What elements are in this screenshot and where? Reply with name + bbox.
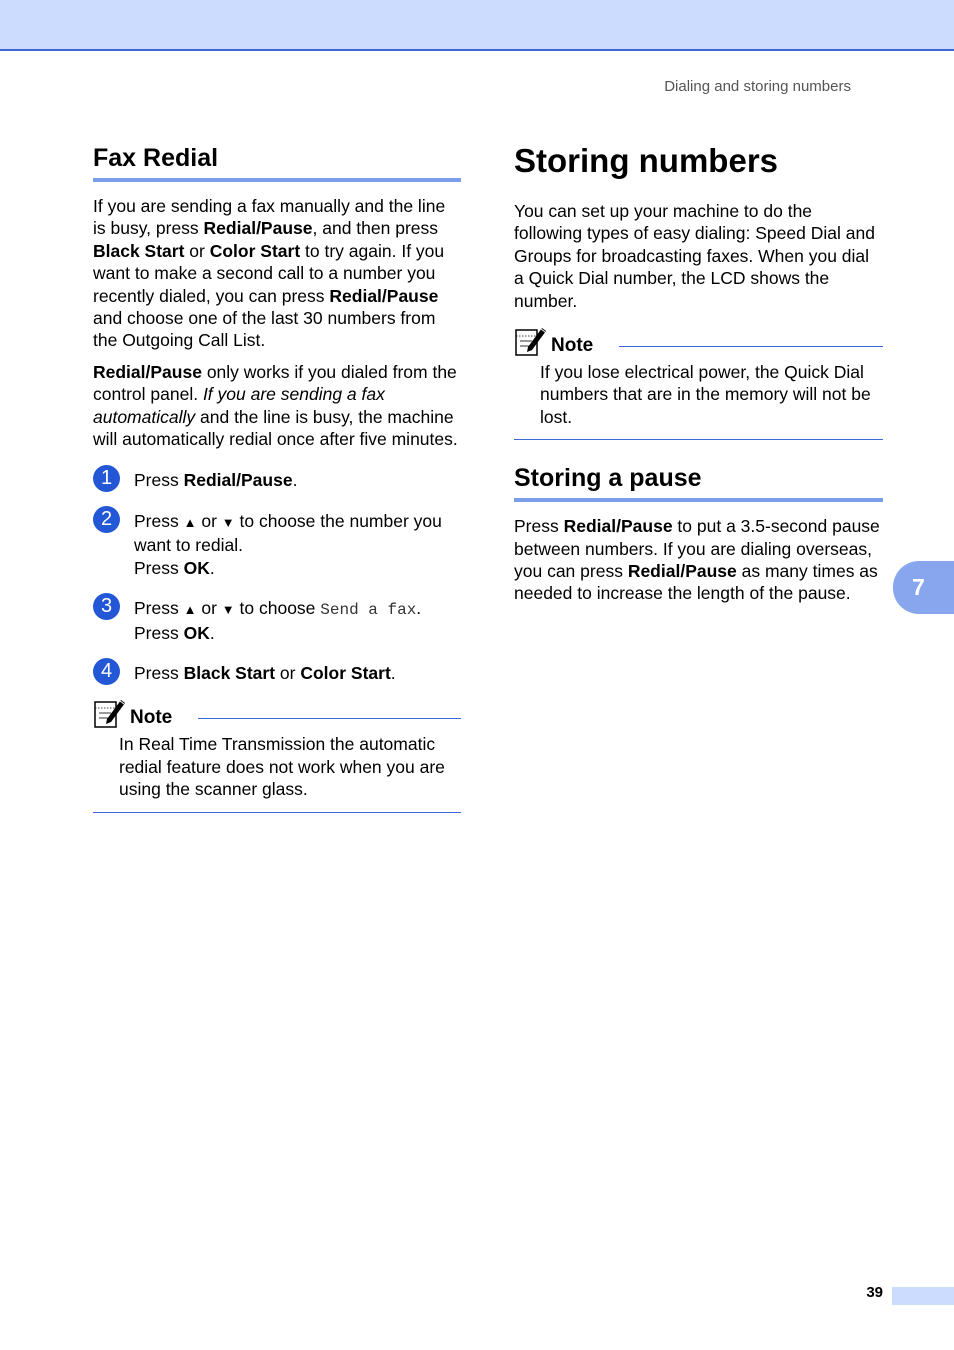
text-run: or (196, 510, 222, 531)
text-run: , and then press (312, 218, 438, 239)
key-redial-pause: Redial/Pause (627, 561, 737, 582)
note-divider (198, 718, 461, 719)
key-ok: OK (183, 622, 210, 643)
text-run: . (292, 470, 298, 491)
note-bottom-rule (93, 812, 461, 813)
right-column (514, 142, 883, 605)
text-run: Press (134, 622, 184, 643)
note-label: Note (130, 707, 173, 729)
chapter-heading-storing-numbers: Storing numbers (514, 142, 779, 179)
note-label: Note (551, 335, 594, 357)
chapter-number: 7 (912, 574, 925, 600)
step-1 (93, 469, 461, 491)
note-header (514, 325, 883, 359)
page-number: 39 (866, 1284, 883, 1301)
key-redial-pause: Redial/Pause (203, 218, 313, 239)
key-black-start: Black Start (93, 240, 185, 261)
key-color-start: Color Start (209, 240, 301, 261)
note-box (514, 325, 883, 440)
text-run: . (209, 622, 215, 643)
step-number-circle: 3 (93, 593, 120, 620)
key-redial-pause: Redial/Pause (93, 361, 202, 382)
text-run: to choose the number you want to redial. (134, 510, 442, 556)
pencil-note-icon (93, 697, 127, 729)
text-run: Press (134, 510, 184, 531)
text-run: as many times as needed to increase the length of the pause. (514, 561, 878, 604)
text-run: or (275, 662, 301, 683)
text-run: to try again. If you want to make a second call to a number you recently dialed, you can press (93, 240, 445, 306)
step-number-circle: 2 (93, 506, 120, 533)
text-run: and choose one of the last 30 numbers from the Outgoing Call List. (93, 308, 436, 351)
text-run: to choose (234, 598, 321, 619)
up-arrow-icon: ▲ (183, 602, 197, 618)
text-run: . (209, 557, 215, 578)
text-run: Press (514, 516, 564, 537)
down-arrow-icon: ▼ (221, 514, 235, 530)
key-redial-pause: Redial/Pause (329, 285, 439, 306)
left-column (93, 142, 461, 813)
note-divider (619, 346, 883, 347)
text-run: Press (134, 598, 184, 619)
text-run: and the line is busy, the machine will automatically redial once after five minutes. (93, 406, 458, 450)
storing-pause-paragraph (514, 515, 883, 605)
italic-run: If you are sending a fax automatically (93, 384, 385, 427)
key-color-start: Color Start (300, 662, 391, 683)
text-run: Press (134, 470, 184, 491)
fax-redial-paragraph-1 (93, 195, 461, 352)
step-3 (93, 597, 461, 644)
note-header (93, 697, 461, 731)
down-arrow-icon: ▼ (221, 602, 235, 618)
key-black-start: Black Start (183, 662, 276, 683)
text-run: only works if you dialed from the control panel. (93, 361, 457, 405)
text-run: or (184, 240, 210, 261)
pencil-note-icon (514, 325, 548, 357)
chapter-tab (893, 561, 954, 614)
running-header: Dialing and storing numbers (664, 78, 851, 95)
step-number-circle: 1 (93, 465, 120, 492)
fax-redial-paragraph-2 (93, 361, 461, 451)
header-band (0, 0, 954, 51)
storing-numbers-paragraph: You can set up your machine to do the following types of easy dialing: Speed Dial and Groups for broadcasting faxes. When you dial a Quick Dial number, the LCD shows the number. (514, 201, 875, 311)
note-text: In Real Time Transmission the automatic redial feature does not work when you are using the scanner glass. (119, 734, 445, 800)
text-run: If you are sending a fax manually and the line is busy, press (93, 196, 446, 239)
note-bottom-rule (514, 439, 883, 440)
key-redial-pause: Redial/Pause (563, 516, 673, 537)
text-run: to put a 3.5-second pause between numbers. If you are dialing overseas, you can press (514, 516, 880, 582)
page-number-band (892, 1287, 954, 1305)
step-2 (93, 507, 461, 579)
step-number-circle: 4 (93, 658, 120, 685)
text-run: . (416, 598, 422, 619)
note-box (93, 697, 461, 812)
section-heading-fax-redial: Fax Redial (93, 142, 461, 182)
text-run: or (196, 598, 222, 619)
key-ok: OK (183, 557, 210, 578)
key-redial-pause: Redial/Pause (183, 470, 293, 491)
text-run: Press (134, 557, 184, 578)
text-run: Press (134, 662, 184, 683)
lcd-menu-text: Send a fax (320, 601, 417, 620)
up-arrow-icon: ▲ (183, 514, 197, 530)
text-run: . (390, 662, 396, 683)
note-text: If you lose electrical power, the Quick Dial numbers that are in the memory will not be lost. (540, 362, 871, 427)
step-4 (93, 659, 461, 684)
section-heading-storing-pause: Storing a pause (514, 462, 883, 502)
